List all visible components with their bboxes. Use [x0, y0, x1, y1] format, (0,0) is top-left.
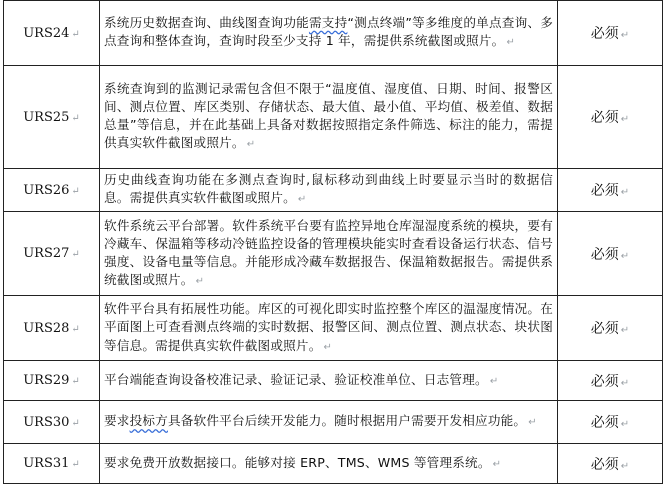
requirement-level: 必须 ↵ — [558, 444, 663, 484]
table-row — [4, 212, 663, 296]
requirement-level: 必须 ↵ — [558, 169, 663, 212]
return-mark: ↵ — [71, 323, 80, 335]
return-mark: ↵ — [492, 458, 502, 470]
return-mark: ↵ — [71, 417, 80, 429]
table-row — [4, 444, 663, 484]
requirement-id: URS28 ↵ — [4, 296, 100, 361]
requirement-level: 必须 ↵ — [558, 1, 663, 66]
requirement-description: 历史曲线查询功能在多测点查询时,鼠标移动到曲线上时要显示当时的数据信息。需提供真实软件截图或照片。 ↵ — [100, 169, 558, 212]
table-row — [4, 361, 663, 401]
return-mark: ↵ — [620, 250, 630, 262]
table-row — [4, 66, 663, 169]
spellcheck-underline: 需支持 — [308, 14, 348, 30]
requirement-description: 系统查询到的监测记录需包含但不限于“温度值、湿度值、日期、时间、报警区间、测点位置、库区类别、存储状态、最大值、最小值、平均值、极差值、数据总量”等信息，并在此基础上具备对数据按照指定条件筛选、标注的能力，需提供真实软件截图或照片。 ↵ — [100, 66, 558, 169]
return-mark: ↵ — [323, 341, 333, 353]
return-mark: ↵ — [71, 249, 80, 261]
requirement-id: URS31 ↵ — [4, 444, 100, 484]
requirement-id: URS25 ↵ — [4, 66, 100, 169]
return-mark: ↵ — [195, 276, 205, 288]
requirement-id: URS30 ↵ — [4, 401, 100, 444]
spellcheck-underline: 投标方 — [129, 413, 168, 429]
return-mark: ↵ — [297, 194, 307, 206]
requirement-level: 必须 ↵ — [558, 361, 663, 401]
requirement-level: 必须 ↵ — [558, 212, 663, 296]
return-mark: ↵ — [71, 28, 80, 40]
requirement-description: 软件系统云平台部署。软件系统平台要有监控异地仓库湿湿度系统的模块，要有冷藏车、保温箱等移动冷链监控设备的管理模块能实时查看设备运行状态、信号强度、设备电量等信息。并能形成冷藏车数据报告、保温箱数据报告。需提供系统截图或照片。 ↵ — [100, 212, 558, 296]
table-row — [4, 169, 663, 212]
return-mark: ↵ — [506, 37, 516, 48]
return-mark: ↵ — [620, 419, 630, 431]
return-mark: ↵ — [528, 417, 537, 429]
return-mark: ↵ — [71, 376, 80, 388]
return-mark: ↵ — [620, 460, 630, 472]
table-row — [4, 296, 663, 361]
requirements-table — [3, 0, 663, 484]
requirement-id: URS29 ↵ — [4, 361, 100, 401]
requirement-description: 系统历史数据查询、曲线图查询功能需支持“测点终端”等多维度的单点查询、多点查询和整体查询，查询时段至少支持 1 年，需提供系统截图或照片。 ↵ — [100, 1, 558, 66]
return-mark: ↵ — [620, 377, 630, 389]
return-mark: ↵ — [620, 30, 630, 41]
return-mark: ↵ — [489, 375, 499, 387]
return-mark: ↵ — [246, 139, 256, 151]
requirement-description: 软件平台具有拓展性功能。库区的可视化即实时监控整个库区的温湿度情况。在平面图上可查看测点终端的实时数据、报警区间、测点位置、测点状态、块状图等信息。需提供真实软件截图或照片。 ↵ — [100, 296, 558, 361]
requirement-level: 必须 ↵ — [558, 296, 663, 361]
return-mark: ↵ — [620, 114, 630, 125]
requirement-description: 平台端能查询设备校准记录、验证记录、验证校准单位、日志管理。 ↵ — [100, 361, 558, 401]
return-mark: ↵ — [71, 112, 80, 124]
requirement-description: 要求免费开放数据接口。能够对接 ERP、TMS、WMS 等管理系统。 ↵ — [100, 444, 558, 484]
return-mark: ↵ — [71, 185, 80, 197]
return-mark: ↵ — [620, 325, 630, 337]
return-mark: ↵ — [620, 187, 630, 199]
requirement-description: 要求投标方具备软件平台后续开发能力。随时根据用户需要开发相应功能。 ↵ — [100, 401, 558, 444]
requirement-level: 必须 ↵ — [558, 401, 663, 444]
return-mark: ↵ — [71, 459, 80, 471]
table-row — [4, 1, 663, 66]
requirement-id: URS24 ↵ — [4, 1, 100, 66]
requirement-level: 必须 ↵ — [558, 66, 663, 169]
requirement-id: URS26 ↵ — [4, 169, 100, 212]
requirement-id: URS27 ↵ — [4, 212, 100, 296]
table-row — [4, 401, 663, 444]
